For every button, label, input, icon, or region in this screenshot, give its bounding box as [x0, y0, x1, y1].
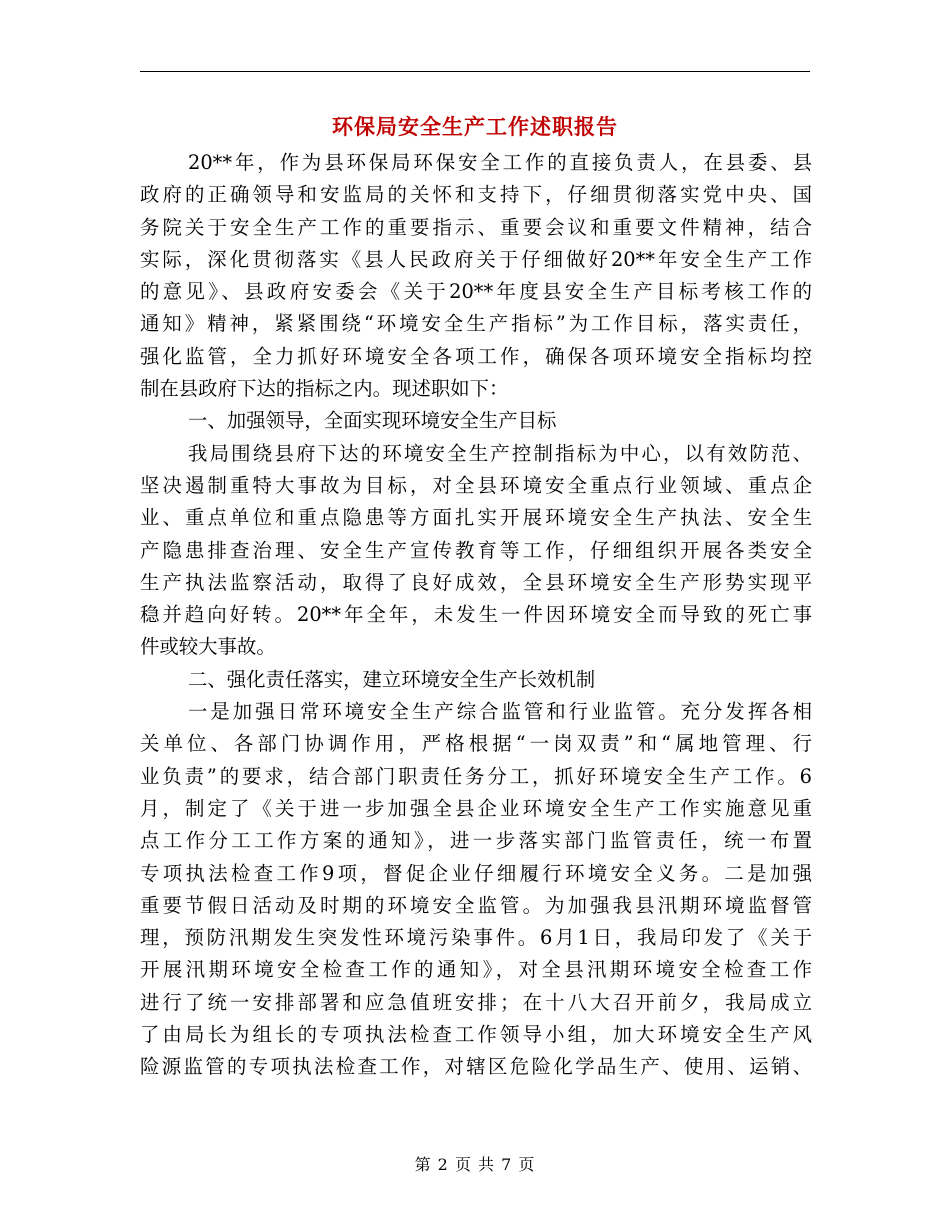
text-line: 月，制定了《关于进一步加强全县企业环境安全生产工作实施意见重: [140, 796, 812, 820]
text-line: 开展汛期环境安全检查工作的通知》，对全县汛期环境安全检查工作: [140, 958, 812, 982]
text-line: 进行了统一安排部署和应急值班安排；在十八大召开前夕，我局成立: [140, 990, 812, 1014]
text-line: 生产执法监察活动，取得了良好成效，全县环境安全生产形势实现平: [140, 570, 812, 594]
text-line: 稳并趋向好转。20**年全年，未发生一件因环境安全而导致的死亡事: [140, 603, 812, 627]
text-line: 的意见》、县政府安委会《关于20**年度县安全生产目标考核工作的: [140, 280, 812, 304]
text-line: 业负责”的要求，结合部门职责任务分工，抓好环境安全生产工作。6: [140, 764, 812, 788]
text-line: 实际，深化贯彻落实《县人民政府关于仔细做好20**年安全生产工作: [140, 247, 812, 271]
text-line: 我局围绕县府下达的环境安全生产控制指标为中心，以有效防范、: [188, 441, 812, 465]
text-line: 政府的正确领导和安监局的关怀和支持下，仔细贯彻落实党中央、国: [140, 183, 812, 207]
text-line: 通知》精神，紧紧围绕“环境安全生产指标”为工作目标，落实责任，: [140, 312, 812, 336]
document-title: 环保局安全生产工作述职报告: [332, 114, 618, 139]
text-line: 20**年，作为县环保局环保安全工作的直接负责人，在县委、县: [188, 151, 812, 174]
text-line: 业、重点单位和重点隐患等方面扎实开展环境安全生产执法、安全生: [140, 506, 812, 530]
text-line: 坚决遏制重特大事故为目标，对全县环境安全重点行业领域、重点企: [140, 473, 812, 497]
text-line: 险源监管的专项执法检查工作，对辖区危险化学品生产、使用、运销、: [140, 1055, 812, 1079]
text-line: 强化监管，全力抓好环境安全各项工作，确保各项环境安全指标均控: [140, 344, 812, 368]
text-line: 重要节假日活动及时期的环境安全监管。为加强我县汛期环境监督管: [140, 893, 812, 917]
text-line: 一是加强日常环境安全生产综合监管和行业监管。充分发挥各相: [188, 700, 812, 724]
text-line: 一、加强领导，全面实现环境安全生产目标: [188, 409, 557, 433]
text-line: 制在县政府下达的指标之内。现述职如下：: [140, 377, 509, 401]
text-line: 关单位、各部门协调作用，严格根据“一岗双责”和“属地管理、行: [140, 732, 812, 756]
header-rule: [140, 71, 810, 72]
text-line: 件或较大事故。: [140, 635, 276, 659]
document-body: [140, 147, 812, 1084]
text-line: 二、强化责任落实，建立环境安全生产长效机制: [188, 667, 596, 691]
text-line: 产隐患排查治理、安全生产宣传教育等工作，仔细组织开展各类安全: [140, 538, 812, 562]
page-number-footer: 第 2 页 共 7 页: [414, 1155, 536, 1174]
text-line: 了由局长为组长的专项执法检查工作领导小组，加大环境安全生产风: [140, 1023, 812, 1047]
text-line: 点工作分工工作方案的通知》，进一步落实部门监管责任，统一布置: [140, 829, 812, 853]
text-line: 务院关于安全生产工作的重要指示、重要会议和重要文件精神，结合: [140, 215, 812, 239]
text-line: 专项执法检查工作9项，督促企业仔细履行环境安全义务。二是加强: [140, 861, 812, 885]
text-line: 理，预防汛期发生突发性环境污染事件。6月1日，我局印发了《关于: [140, 926, 812, 950]
